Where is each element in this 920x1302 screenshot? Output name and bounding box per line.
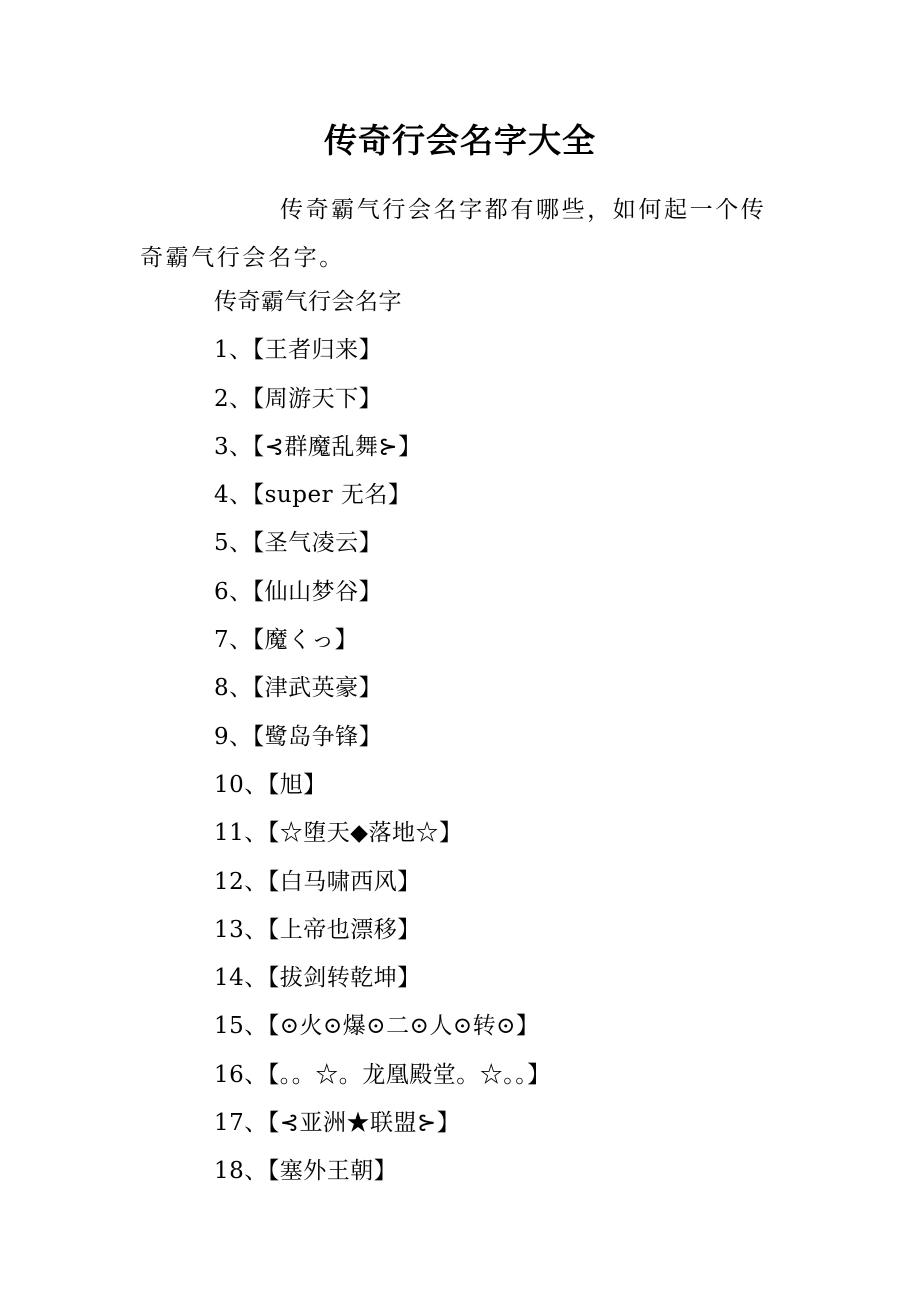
section-heading: 传奇霸气行会名字	[214, 289, 402, 315]
list-item: 2、【周游天下】	[214, 385, 383, 412]
list-item: 5、【圣气凌云】	[214, 530, 383, 557]
list-item: 10、【旭】	[214, 771, 327, 798]
list-item: 8、【津武英豪】	[214, 675, 383, 702]
list-item: 15、【⊙火⊙爆⊙二⊙人⊙转⊙】	[214, 1013, 540, 1040]
list-item: 16、【。。☆。龙凰殿堂。☆。。】	[214, 1061, 551, 1088]
list-item: 12、【白马啸西风】	[214, 868, 421, 895]
list-item: 1、【王者归来】	[214, 337, 383, 364]
list-item: 4、【super 无名】	[214, 482, 412, 509]
list-item: 18、【塞外王朝】	[214, 1158, 398, 1185]
list-item: 3、【⊰群魔乱舞⊱】	[214, 433, 422, 460]
list-item: 9、【鹭岛争锋】	[214, 723, 383, 750]
list-item: 13、【上帝也漂移】	[214, 916, 421, 943]
list-item: 7、【魔くっ】	[214, 627, 359, 654]
document-title: 传奇行会名字大全	[324, 121, 596, 160]
list-item: 17、【⊰亚洲★联盟⊱】	[214, 1110, 461, 1137]
name-list	[214, 278, 551, 1196]
list-item: 14、【拔剑转乾坤】	[214, 965, 421, 992]
list-item: 6、【仙山梦谷】	[214, 578, 383, 605]
list-item: 11、【☆堕天◆落地☆】	[214, 820, 463, 847]
intro-paragraph: 传奇霸气行会名字都有哪些，如何起一个传奇霸气行会名字。	[140, 197, 767, 271]
